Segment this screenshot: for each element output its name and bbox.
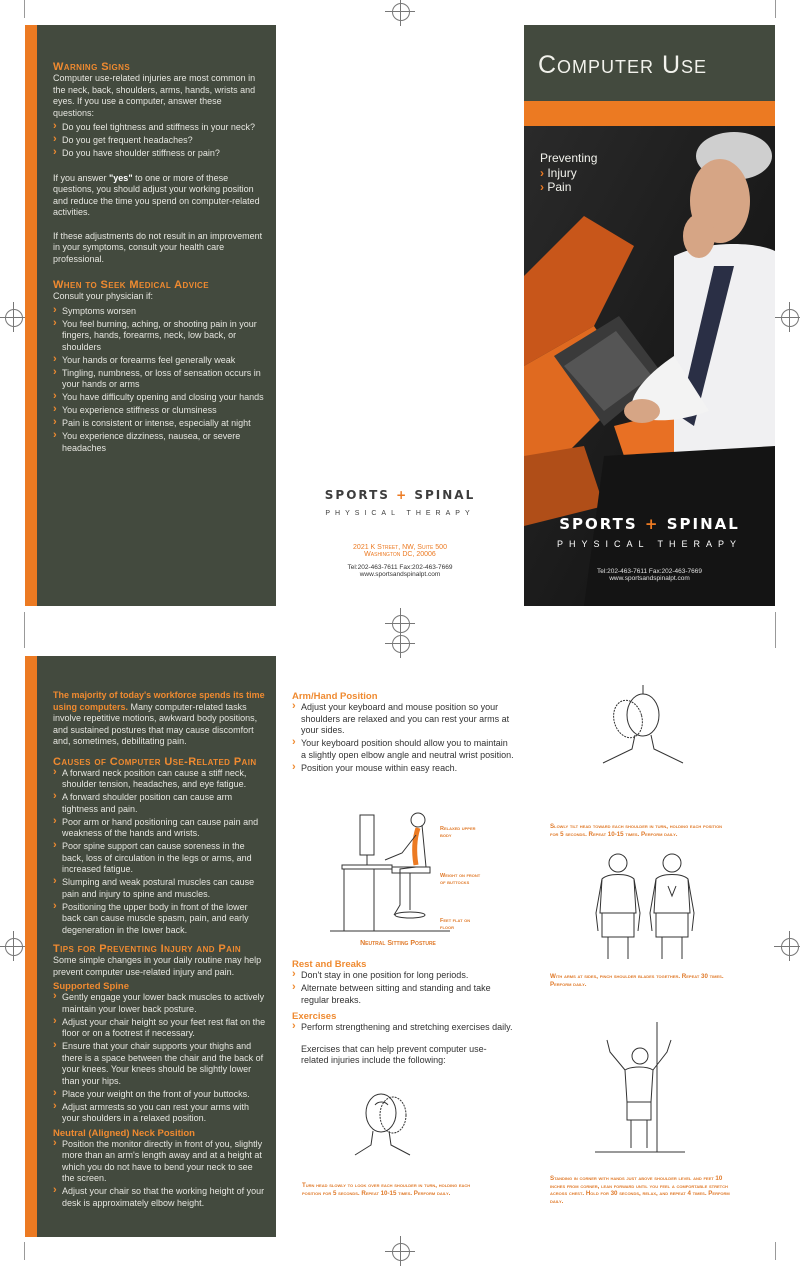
logo-tagline: PHYSICAL THERAPY xyxy=(556,539,743,549)
list-item: › Pain is consistent or intense, especially at night xyxy=(53,418,265,430)
list-item: › You have difficulty opening and closing your hands xyxy=(53,392,265,404)
list-item: › Poor arm or hand positioning can cause pain and weakness of the hands and wrists. xyxy=(53,817,267,840)
neck-list xyxy=(53,1139,267,1210)
registration-mark xyxy=(778,935,800,957)
registration-mark xyxy=(2,306,24,328)
registration-mark xyxy=(778,306,800,328)
list-item: › Poor spine support can cause soreness in the back, loss of circulation in the legs or arms, and increased fatigue. xyxy=(53,841,267,876)
list-item: › Slumping and weak postural muscles can cause pain and injury to spine and muscles. xyxy=(53,877,267,900)
list-item: › Your hands or forearms feel generally weak xyxy=(53,355,265,367)
list-item: › Position your mouse within easy reach. xyxy=(292,763,514,775)
list-item: › You experience stiffness or clumsiness xyxy=(53,405,265,417)
warning-answer: If you answer "yes" to one or more of these questions, you should adjust your working position and reduce the time you spend on computer-related activities. xyxy=(53,172,260,217)
rest-heading: Rest and Breaks xyxy=(292,959,367,970)
causes-panel xyxy=(25,656,276,1237)
phone-fax: Tel:202-463-7611 Fax:202-463-7669 xyxy=(596,568,703,575)
neck-heading: Neutral (Aligned) Neck Position xyxy=(53,1127,195,1139)
cover-title: Computer Use xyxy=(538,51,708,79)
registration-mark xyxy=(389,1240,411,1262)
list-item: › Adjust your chair so that the working height of your desk is approximately elbow height. xyxy=(53,1186,267,1209)
head-turn-illustration xyxy=(345,1085,425,1165)
tips-intro: Some simple changes in your daily routine may help prevent computer use-related injury and pain. xyxy=(53,955,262,977)
exercises-list xyxy=(292,1022,514,1034)
causes-list xyxy=(53,768,267,937)
back-contact xyxy=(300,544,500,578)
intro-paragraph: The majority of today's workforce spends its time using computers. Many computer-related tasks involve repetitive motions, awkward body positions, and sustained postures that may cause discomfort and, sometimes, debilitating pain. xyxy=(53,690,265,746)
list-item: › Do you get frequent headaches? xyxy=(53,135,265,147)
phone-fax: Tel:202-463-7611 Fax:202-463-7669 xyxy=(347,564,453,571)
posture-caption: Neutral Sitting Posture xyxy=(360,940,436,947)
cover-preventing xyxy=(540,151,597,195)
corner-stretch-illustration xyxy=(595,1022,685,1157)
accent-stripe xyxy=(25,656,37,1237)
corner-caption: Standing in corner with hands just above shoulder level and feet 10 inches from corner, lean forward until you feel a comfortable stretch across chest. Hold for 30 seconds, relax, and repeat 4 times. Perform daily. xyxy=(550,1175,730,1205)
list-item: › Adjust your keyboard and mouse position so your shoulders are relaxed and you can rest your arms at your sides. xyxy=(292,702,514,737)
list-item: › Tingling, numbness, or loss of sensation occurs in your hands or arms xyxy=(53,368,265,391)
list-item: › A forward shoulder position can cause arm tightness and pain. xyxy=(53,792,267,815)
list-item: › You experience dizziness, nausea, or severe headaches xyxy=(53,431,265,454)
list-item: › Perform strengthening and stretching exercises daily. xyxy=(292,1022,514,1034)
pinch-caption: With arms at sides, pinch shoulder blades together. Repeat 30 times. Perform daily. xyxy=(550,973,724,988)
arm-section xyxy=(292,691,514,776)
sitting-posture-illustration xyxy=(330,805,490,935)
shoulder-pinch-illustration xyxy=(588,851,708,961)
cover-panel xyxy=(524,25,775,606)
cover-item-injury: › Injury xyxy=(540,165,577,180)
tips-heading: Tips for Preventing Injury and Pain xyxy=(53,943,242,955)
list-item: › Do you feel tightness and stiffness in your neck? xyxy=(53,122,265,134)
exercises-heading: Exercises xyxy=(292,1011,337,1022)
preventing-label: Preventing xyxy=(540,151,598,165)
website: www.sportsandspinalpt.com xyxy=(359,571,441,578)
cover-orange-band xyxy=(524,101,775,126)
list-item: › Alternate between sitting and standing and take regular breaks. xyxy=(292,983,514,1006)
list-item: › You feel burning, aching, or shooting pain in your fingers, hands, forearms, neck, low back, or shoulders xyxy=(53,319,265,354)
head-tilt-illustration xyxy=(598,683,688,783)
list-item: › Your keyboard position should allow you to maintain a slightly open elbow angle and neutral wrist position. xyxy=(292,738,514,761)
registration-mark xyxy=(2,935,24,957)
website: www.sportsandspinalpt.com xyxy=(609,575,690,582)
address-line-1: 2021 K Street, NW, Suite 500 xyxy=(353,544,447,551)
rest-list xyxy=(292,970,514,1006)
list-item: › Do you have shoulder stiffness or pain? xyxy=(53,148,265,160)
medical-intro: Consult your physician if: xyxy=(53,291,154,301)
logo-tagline: PHYSICAL THERAPY xyxy=(325,510,475,517)
registration-mark xyxy=(389,632,411,654)
list-item: › Ensure that your chair supports your thighs and there is a space between the chair and the back of your knees. Your knees should be slightly lower than your hips. xyxy=(53,1041,267,1087)
arm-heading: Arm/Hand Position xyxy=(292,691,378,702)
accent-stripe xyxy=(25,25,37,606)
list-item: › Adjust armrests so you can rest your arms with your shoulders in a relaxed position. xyxy=(53,1102,267,1125)
warning-intro: Computer use-related injuries are most common in the neck, back, shoulders, arms, hands, wrists and eyes. If you use a computer, answer these questions: xyxy=(53,73,256,118)
spine-list xyxy=(53,992,267,1125)
list-item: › Adjust your chair height so your feet rest flat on the floor or on a footrest if necessary. xyxy=(53,1017,267,1040)
list-item: › Symptoms worsen xyxy=(53,306,265,318)
causes-heading: Causes of Computer Use-Related Pain xyxy=(53,755,257,768)
list-item: › Position the monitor directly in front of you, slightly more than an arm's length away and at a height at which you do not have to bend your neck to see the screen. xyxy=(53,1139,267,1185)
spine-heading: Supported Spine xyxy=(53,981,129,992)
rest-section xyxy=(292,959,514,1067)
warning-questions xyxy=(53,122,265,160)
cover-contact xyxy=(524,568,775,582)
cover-item-pain: › Pain xyxy=(540,180,572,194)
posture-label-2: Weight on front of buttocks xyxy=(440,873,481,886)
list-item: › Place your weight on the front of your buttocks. xyxy=(53,1089,267,1101)
cover-logo: SPORTS + SPINAL PHYSICAL THERAPY xyxy=(524,515,775,549)
posture-label-3: Feet flat on floor xyxy=(440,918,471,931)
exercises-note: Exercises that can help prevent computer use-related injuries include the following: xyxy=(301,1043,487,1065)
back-logo: SPORTS + SPINAL PHYSICAL THERAPY xyxy=(300,488,500,517)
medical-heading: When to Seek Medical Advice xyxy=(53,279,209,291)
warning-heading: Warning Signs xyxy=(53,61,131,73)
list-item: › A forward neck position can cause a stiff neck, shoulder tension, headaches, and eye fatigue. xyxy=(53,768,267,791)
address-line-2: Washington DC, 20006 xyxy=(364,551,436,558)
registration-mark xyxy=(389,0,411,22)
arm-list xyxy=(292,702,514,774)
turn-caption: Turn head slowly to look over each shoulder in turn, holding each position for 5 seconds. Repeat 10-15 times. Perform daily. xyxy=(302,1182,471,1197)
cover-title-band xyxy=(524,25,775,101)
list-item: › Positioning the upper body in front of the lower back can cause muscle spasm, pain, and early degeneration in the lower back. xyxy=(53,902,267,937)
list-item: › Gently engage your lower back muscles to actively maintain your lower back posture. xyxy=(53,992,267,1015)
posture-label-1: Relaxed upper body xyxy=(440,826,476,839)
medical-list xyxy=(53,306,265,455)
tilt-caption: Slowly tilt head toward each shoulder in turn, holding each position for 5 seconds. Repeat 10-15 times. Perform daily. xyxy=(550,823,723,838)
warning-panel xyxy=(25,25,276,606)
warning-adjust: If these adjustments do not result in an improvement in your symptoms, consult your health care professional. xyxy=(53,230,263,264)
list-item: › Don't stay in one position for long periods. xyxy=(292,970,514,982)
